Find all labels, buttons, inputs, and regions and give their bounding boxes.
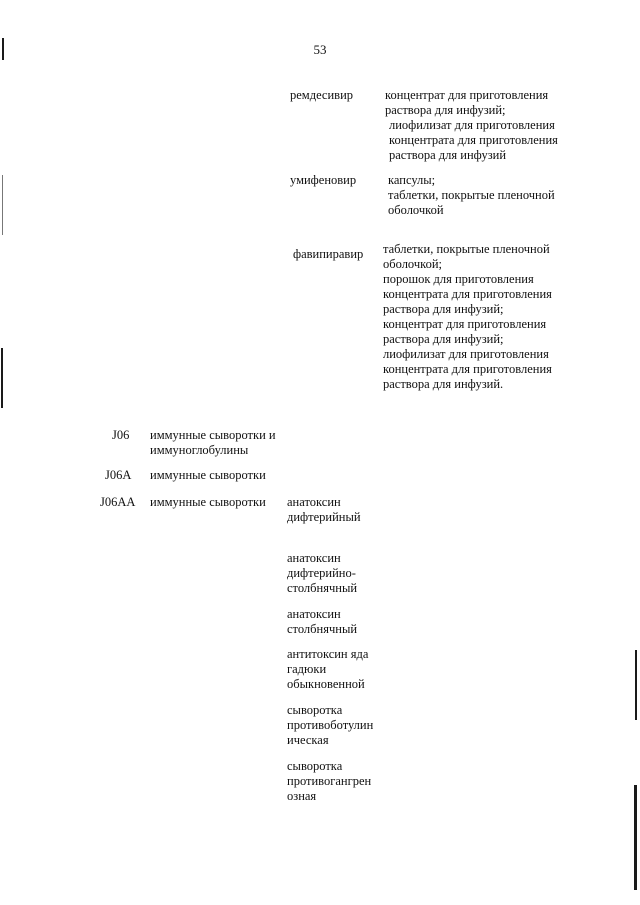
drug-name-line: анатоксин bbox=[287, 607, 341, 621]
dosage-form-line: концентрата для приготовления bbox=[383, 287, 552, 301]
left-scan-mark bbox=[2, 175, 3, 235]
page-number: 53 bbox=[313, 42, 327, 57]
atc-group-name-j06a bbox=[150, 468, 266, 483]
drug-name-line: озная bbox=[287, 789, 317, 803]
drug-name-line: сыворотка bbox=[287, 759, 343, 773]
atc-group-name-j06aa bbox=[150, 495, 266, 510]
drug-name-line: противоботулин bbox=[287, 718, 374, 732]
dosage-form-line: лиофилизат для приготовления bbox=[389, 118, 555, 132]
dosage-form-line: таблетки, покрытые пленочной bbox=[383, 242, 550, 256]
dosage-form-line: концентрат для приготовления bbox=[385, 88, 549, 102]
drug-name-line: сыворотка bbox=[287, 703, 343, 717]
drug-name-serum-antibotulinum bbox=[287, 703, 373, 748]
atc-group-name-line: иммунные сыворотки bbox=[150, 468, 266, 482]
atc-group-name-j06 bbox=[150, 428, 276, 458]
drug-name-antitoxin-viper bbox=[287, 647, 368, 692]
drug-name-line: противогангрен bbox=[287, 774, 372, 788]
drug-forms-remdesivir bbox=[385, 88, 558, 163]
dosage-form-line: раствора для инфузий. bbox=[383, 377, 504, 391]
drug-name-line: столбнячный bbox=[287, 622, 358, 636]
drug-name-line: гадюки bbox=[287, 662, 327, 676]
dosage-form-line: концентрата для приготовления bbox=[389, 133, 558, 147]
atc-code-j06aa: J06AA bbox=[100, 495, 136, 509]
drug-forms-favipiravir bbox=[383, 242, 552, 392]
drug-name-line: анатоксин bbox=[287, 495, 341, 509]
drug-name-serum-antigangrene bbox=[287, 759, 371, 804]
right-scan-mark bbox=[635, 650, 637, 720]
drug-name-line: дифтерийно- bbox=[287, 566, 356, 580]
atc-group-name-line: иммунные сыворотки bbox=[150, 495, 266, 509]
dosage-form-line: лиофилизат для приготовления bbox=[383, 347, 549, 361]
drug-name-anatoxin-diphtheria-tetanus bbox=[287, 551, 357, 596]
drug-name-line: столбнячный bbox=[287, 581, 358, 595]
drug-name-remdesivir: ремдесивир bbox=[290, 88, 354, 102]
dosage-form-line: раствора для инфузий; bbox=[383, 332, 504, 346]
drug-name-anatoxin-tetanus bbox=[287, 607, 357, 637]
dosage-form-line: концентрата для приготовления bbox=[383, 362, 552, 376]
dosage-form-line: раствора для инфузий bbox=[389, 148, 507, 162]
right-scan-mark bbox=[634, 785, 637, 890]
drug-forms-umifenovir bbox=[388, 173, 555, 218]
atc-code-j06: J06 bbox=[112, 428, 130, 442]
dosage-form-line: капсулы; bbox=[388, 173, 436, 187]
atc-group-name-line: иммунные сыворотки и bbox=[150, 428, 276, 442]
left-scan-mark bbox=[1, 348, 3, 408]
dosage-form-line: раствора для инфузий; bbox=[383, 302, 504, 316]
drug-name-line: ическая bbox=[287, 733, 329, 747]
drug-name-line: дифтерийный bbox=[287, 510, 361, 524]
drug-name-anatoxin-diphtheria bbox=[287, 495, 361, 525]
dosage-form-line: оболочкой; bbox=[383, 257, 442, 271]
atc-code-j06a: J06A bbox=[105, 468, 132, 482]
drug-name-favipiravir: фавипиравир bbox=[293, 247, 364, 261]
drug-name-umifenovir: умифеновир bbox=[290, 173, 357, 187]
dosage-form-line: раствора для инфузий; bbox=[385, 103, 506, 117]
drug-name-line: антитоксин яда bbox=[287, 647, 369, 661]
left-scan-mark bbox=[2, 38, 4, 60]
dosage-form-line: порошок для приготовления bbox=[383, 272, 534, 286]
atc-group-name-line: иммуноглобулины bbox=[150, 443, 249, 457]
drug-name-line: обыкновенной bbox=[287, 677, 365, 691]
dosage-form-line: таблетки, покрытые пленочной bbox=[388, 188, 555, 202]
dosage-form-line: оболочкой bbox=[388, 203, 444, 217]
dosage-form-line: концентрат для приготовления bbox=[383, 317, 547, 331]
drug-name-line: анатоксин bbox=[287, 551, 341, 565]
